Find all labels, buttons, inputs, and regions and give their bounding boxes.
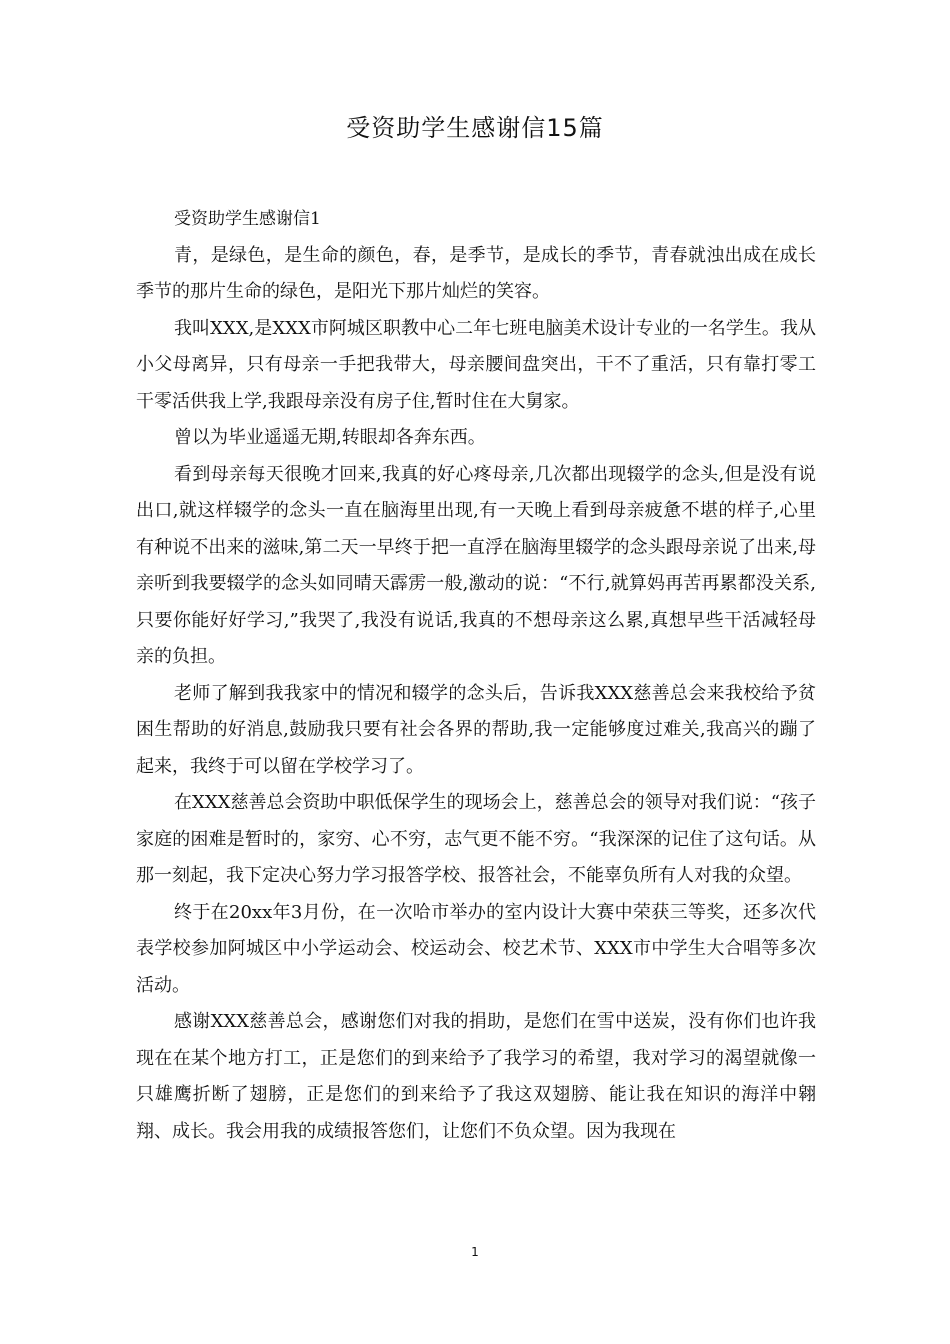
paragraph: 感谢XXX慈善总会，感谢您们对我的捐助，是您们在雪中送炭，没有你们也许我现在在某个地方打工，正是您们的到来给予了我学习的希望，我对学习的渴望就像一只雄鹰折断了翅膀，正是您们的到来给予了我这双翅膀、能让我在知识的海洋中翱翔、成长。我会用我的成绩报答您们，让您们不负众望。因为我现在 (136, 1011, 816, 1142)
paragraph: 终于在20xx年3月份，在一次哈市举办的室内设计大赛中荣获三等奖，还多次代表学校参加阿城区中小学运动会、校运动会、校艺术节、XXX市中学生大合唱等多次活动。 (136, 901, 816, 996)
paragraph: 看到母亲每天很晚才回来,我真的好心疼母亲,几次都出现辍学的念头,但是没有说出口,就这样辍学的念头一直在脑海里出现,有一天晚上看到母亲疲惫不堪的样子,心里有种说不出来的滋味,第二天一早终于把一直浮在脑海里辍学的念头跟母亲说了出来,母亲听到我要辍学的念头如同晴天霹雳一般,激动的说：“不行,就算妈再苦再累都没关系,只要你能好好学习,”我哭了,我没有说话,我真的不想母亲这么累,真想早些干活减轻母亲的负担。 (136, 463, 816, 667)
paragraph: 我叫XXX,是XXX市阿城区职教中心二年七班电脑美术设计专业的一名学生。我从小父母离异，只有母亲一手把我带大，母亲腰间盘突出，干不了重活，只有靠打零工干零活供我上学,我跟母亲没有房子住,暂时住在大舅家。 (136, 317, 816, 412)
document-body (136, 201, 816, 1150)
paragraph: 曾以为毕业遥遥无期,转眼却各奔东西。 (174, 427, 486, 448)
paragraph: 青，是绿色，是生命的颜色，春，是季节，是成长的季节，青春就浊出成在成长季节的那片生命的绿色，是阳光下那片灿烂的笑容。 (136, 244, 816, 302)
document-title: 受资助学生感谢信15篇 (346, 114, 604, 142)
paragraph: 老师了解到我我家中的情况和辍学的念头后，告诉我XXX慈善总会来我校给予贫困生帮助的好消息,鼓励我只要有社会各界的帮助,我一定能够度过难关,我高兴的蹦了起来，我终于可以留在学校学习了。 (136, 682, 816, 777)
letter-heading: 受资助学生感谢信1 (174, 209, 321, 229)
page-number: 1 (471, 1245, 479, 1259)
paragraph: 在XXX慈善总会资助中职低保学生的现场会上，慈善总会的领导对我们说：“孩子家庭的困难是暂时的，家穷、心不穷，志气更不能不穷。“我深深的记住了这句话。从那一刻起，我下定决心努力学习报答学校、报答社会，不能辜负所有人对我的众望。 (136, 792, 816, 886)
